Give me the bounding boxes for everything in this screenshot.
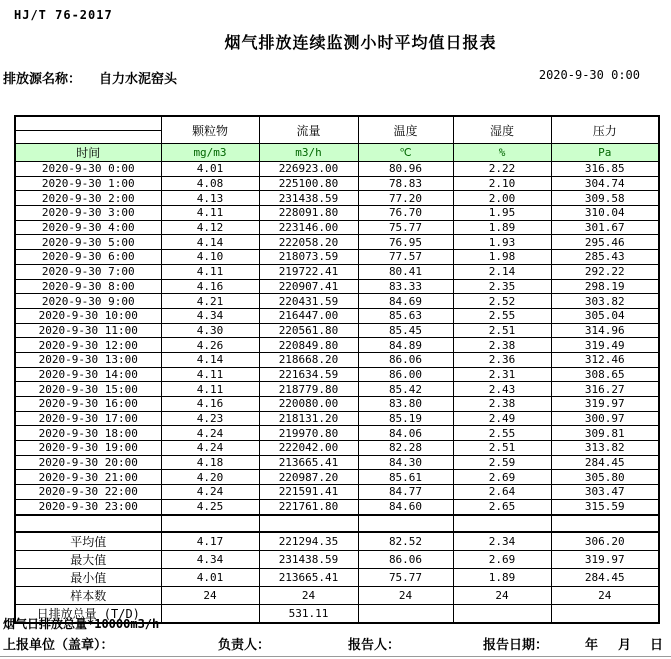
value-cell: 4.14: [161, 352, 259, 367]
value-cell: 4.24: [161, 441, 259, 456]
value-cell: 221591.41: [259, 485, 358, 500]
signature-line: [0, 634, 671, 652]
value-cell: 85.61: [358, 470, 453, 485]
time-cell: 2020-9-30 16:00: [15, 397, 161, 412]
value-cell: 84.30: [358, 455, 453, 470]
value-cell: 314.96: [551, 323, 659, 338]
value-cell: 82.28: [358, 441, 453, 456]
value-cell: 4.23: [161, 411, 259, 426]
value-cell: 220987.20: [259, 470, 358, 485]
summary-value-cell: 4.01: [161, 568, 259, 586]
table-row: [15, 367, 659, 382]
value-cell: 1.89: [453, 220, 551, 235]
flue-gas-total-note: 烟气日排放总量*10000m3/h: [3, 617, 160, 631]
value-cell: 218131.20: [259, 411, 358, 426]
report-timestamp: 2020-9-30 0:00: [538, 68, 640, 82]
hourly-data-body: [15, 162, 659, 515]
value-cell: 1.95: [453, 206, 551, 221]
header-empty-cell-top: [15, 116, 161, 131]
unit-flow: m3/h: [259, 144, 358, 162]
value-cell: 221634.59: [259, 367, 358, 382]
value-cell: 75.77: [358, 220, 453, 235]
value-cell: 4.16: [161, 279, 259, 294]
value-cell: 77.57: [358, 250, 453, 265]
value-cell: 85.63: [358, 308, 453, 323]
emission-source-name: 自力水泥窑头: [99, 72, 178, 87]
separator-row: [15, 515, 659, 532]
value-cell: 4.34: [161, 308, 259, 323]
value-cell: 84.89: [358, 338, 453, 353]
value-cell: 4.01: [161, 162, 259, 177]
value-cell: 78.83: [358, 176, 453, 191]
value-cell: 2.43: [453, 382, 551, 397]
table-row: [15, 323, 659, 338]
emission-source-label: 排放源名称：: [3, 72, 82, 87]
value-cell: 84.06: [358, 426, 453, 441]
emission-source-line: [3, 68, 177, 87]
time-cell: 2020-9-30 2:00: [15, 191, 161, 206]
value-cell: 304.74: [551, 176, 659, 191]
value-cell: 4.11: [161, 367, 259, 382]
value-cell: 219970.80: [259, 426, 358, 441]
value-cell: 309.58: [551, 191, 659, 206]
table-row: [15, 176, 659, 191]
table-row: [15, 397, 659, 412]
table-row: [15, 294, 659, 309]
value-cell: 319.97: [551, 397, 659, 412]
value-cell: 220080.00: [259, 397, 358, 412]
time-cell: 2020-9-30 21:00: [15, 470, 161, 485]
time-cell: 2020-9-30 1:00: [15, 176, 161, 191]
summary-value-cell: 2.69: [453, 550, 551, 568]
value-cell: 310.04: [551, 206, 659, 221]
value-cell: 2.59: [453, 455, 551, 470]
value-cell: 4.13: [161, 191, 259, 206]
time-cell: 2020-9-30 13:00: [15, 352, 161, 367]
value-cell: 220431.59: [259, 294, 358, 309]
value-cell: 316.27: [551, 382, 659, 397]
value-cell: 76.95: [358, 235, 453, 250]
value-cell: 1.93: [453, 235, 551, 250]
unit-pressure: Pa: [551, 144, 659, 162]
value-cell: 231438.59: [259, 191, 358, 206]
value-cell: 303.47: [551, 485, 659, 500]
value-cell: 2.65: [453, 499, 551, 514]
time-cell: 2020-9-30 10:00: [15, 308, 161, 323]
value-cell: 85.45: [358, 323, 453, 338]
value-cell: 220849.80: [259, 338, 358, 353]
value-cell: 2.10: [453, 176, 551, 191]
summary-value-cell: 2.34: [453, 532, 551, 551]
value-cell: 216447.00: [259, 308, 358, 323]
value-cell: 85.19: [358, 411, 453, 426]
unit-particulate: mg/m3: [161, 144, 259, 162]
value-cell: 2.22: [453, 162, 551, 177]
time-cell: 2020-9-30 23:00: [15, 499, 161, 514]
table-row: [15, 220, 659, 235]
value-cell: 319.49: [551, 338, 659, 353]
table-row: [15, 352, 659, 367]
table-row: [15, 264, 659, 279]
value-cell: 315.59: [551, 499, 659, 514]
value-cell: 2.55: [453, 426, 551, 441]
value-cell: 225100.80: [259, 176, 358, 191]
value-cell: 309.81: [551, 426, 659, 441]
time-cell: 2020-9-30 7:00: [15, 264, 161, 279]
time-cell: 2020-9-30 18:00: [15, 426, 161, 441]
day-label: 日: [650, 638, 664, 653]
value-cell: 4.11: [161, 382, 259, 397]
column-header-pressure: 压力: [551, 116, 659, 144]
value-cell: 284.45: [551, 455, 659, 470]
bottom-rule: [0, 656, 671, 657]
summary-value-cell: 75.77: [358, 568, 453, 586]
value-cell: 4.16: [161, 397, 259, 412]
time-cell: 2020-9-30 17:00: [15, 411, 161, 426]
table-row: [15, 235, 659, 250]
value-cell: 292.22: [551, 264, 659, 279]
value-cell: 1.98: [453, 250, 551, 265]
value-cell: 80.96: [358, 162, 453, 177]
value-cell: 77.20: [358, 191, 453, 206]
summary-label: 样本数: [15, 586, 161, 604]
column-header-humidity: 湿度: [453, 116, 551, 144]
time-cell: 2020-9-30 8:00: [15, 279, 161, 294]
unit-humidity: %: [453, 144, 551, 162]
value-cell: 84.77: [358, 485, 453, 500]
value-cell: 4.21: [161, 294, 259, 309]
time-cell: 2020-9-30 22:00: [15, 485, 161, 500]
summary-value-cell: 82.52: [358, 532, 453, 551]
column-header-particulate: 颗粒物: [161, 116, 259, 144]
value-cell: 76.70: [358, 206, 453, 221]
table-row: [15, 485, 659, 500]
value-cell: 298.19: [551, 279, 659, 294]
value-cell: 222058.20: [259, 235, 358, 250]
value-cell: 221761.80: [259, 499, 358, 514]
summary-value-cell: 213665.41: [259, 568, 358, 586]
summary-value-cell: 86.06: [358, 550, 453, 568]
table-row: [15, 162, 659, 177]
value-cell: 228091.80: [259, 206, 358, 221]
value-cell: 2.55: [453, 308, 551, 323]
unit-row: [15, 144, 659, 162]
standard-number: HJ/T 76-2017: [14, 8, 113, 22]
summary-value-cell: [453, 604, 551, 623]
summary-label: 日排放总量 (T/D): [15, 604, 161, 623]
value-cell: 4.25: [161, 499, 259, 514]
value-cell: 2.36: [453, 352, 551, 367]
value-cell: 86.00: [358, 367, 453, 382]
value-cell: 4.12: [161, 220, 259, 235]
table-row: [15, 455, 659, 470]
value-cell: 86.06: [358, 352, 453, 367]
table-row: [15, 308, 659, 323]
time-cell: 2020-9-30 12:00: [15, 338, 161, 353]
manager-label: 负责人：: [218, 638, 271, 653]
value-cell: 316.85: [551, 162, 659, 177]
value-cell: 218073.59: [259, 250, 358, 265]
time-cell: 2020-9-30 9:00: [15, 294, 161, 309]
summary-value-cell: 284.45: [551, 568, 659, 586]
report-date-label: 报告日期：: [483, 638, 549, 653]
column-header-flow: 流量: [259, 116, 358, 144]
value-cell: 312.46: [551, 352, 659, 367]
time-cell: 2020-9-30 4:00: [15, 220, 161, 235]
summary-value-cell: 24: [259, 586, 358, 604]
summary-row: [15, 532, 659, 551]
value-cell: 4.18: [161, 455, 259, 470]
summary-value-cell: [358, 604, 453, 623]
table-row: [15, 250, 659, 265]
summary-value-cell: 4.17: [161, 532, 259, 551]
value-cell: 303.82: [551, 294, 659, 309]
value-cell: 4.20: [161, 470, 259, 485]
table-row: [15, 382, 659, 397]
value-cell: 308.65: [551, 367, 659, 382]
value-cell: 295.46: [551, 235, 659, 250]
summary-label: 最大值: [15, 550, 161, 568]
value-cell: 83.33: [358, 279, 453, 294]
summary-row: [15, 568, 659, 586]
time-cell: 2020-9-30 19:00: [15, 441, 161, 456]
value-cell: 2.69: [453, 470, 551, 485]
value-cell: 84.60: [358, 499, 453, 514]
summary-value-cell: 24: [453, 586, 551, 604]
value-cell: 2.51: [453, 323, 551, 338]
value-cell: 2.51: [453, 441, 551, 456]
summary-value-cell: [161, 604, 259, 623]
value-cell: 301.67: [551, 220, 659, 235]
table-row: [15, 191, 659, 206]
value-cell: 305.80: [551, 470, 659, 485]
time-cell: 2020-9-30 3:00: [15, 206, 161, 221]
value-cell: 4.11: [161, 264, 259, 279]
summary-value-cell: 1.89: [453, 568, 551, 586]
summary-body: [15, 532, 659, 623]
column-header-temperature: 温度: [358, 116, 453, 144]
time-cell: 2020-9-30 5:00: [15, 235, 161, 250]
report-title: 烟气排放连续监测小时平均值日报表: [224, 33, 497, 52]
value-cell: 220561.80: [259, 323, 358, 338]
value-cell: 2.52: [453, 294, 551, 309]
value-cell: 4.24: [161, 485, 259, 500]
table-row: [15, 279, 659, 294]
summary-value-cell: 221294.35: [259, 532, 358, 551]
time-cell: 2020-9-30 11:00: [15, 323, 161, 338]
reporting-unit-label: 上报单位（盖章）：: [3, 638, 114, 653]
value-cell: 300.97: [551, 411, 659, 426]
value-cell: 4.10: [161, 250, 259, 265]
summary-value-cell: 306.20: [551, 532, 659, 551]
table-row: [15, 499, 659, 514]
value-cell: 4.11: [161, 206, 259, 221]
table-row: [15, 470, 659, 485]
table-header-body: [15, 116, 659, 162]
value-cell: 2.31: [453, 367, 551, 382]
value-cell: 213665.41: [259, 455, 358, 470]
summary-value-cell: [551, 604, 659, 623]
table-row: [15, 441, 659, 456]
value-cell: 313.82: [551, 441, 659, 456]
summary-value-cell: 24: [161, 586, 259, 604]
value-cell: 2.49: [453, 411, 551, 426]
monitoring-data-table: [14, 115, 660, 624]
value-cell: 4.14: [161, 235, 259, 250]
value-cell: 305.04: [551, 308, 659, 323]
table-row: [15, 338, 659, 353]
summary-row: [15, 586, 659, 604]
value-cell: 2.38: [453, 397, 551, 412]
reporter-label: 报告人：: [348, 638, 401, 653]
header-row: [15, 116, 659, 131]
summary-value-cell: 4.34: [161, 550, 259, 568]
time-cell: 2020-9-30 15:00: [15, 382, 161, 397]
summary-label: 最小值: [15, 568, 161, 586]
header-empty-cell-bottom: [15, 131, 161, 144]
value-cell: 4.26: [161, 338, 259, 353]
value-cell: 2.64: [453, 485, 551, 500]
value-cell: 2.14: [453, 264, 551, 279]
value-cell: 83.80: [358, 397, 453, 412]
value-cell: 226923.00: [259, 162, 358, 177]
value-cell: 223146.00: [259, 220, 358, 235]
value-cell: 2.35: [453, 279, 551, 294]
summary-value-cell: 531.11: [259, 604, 358, 623]
summary-value-cell: 319.97: [551, 550, 659, 568]
table-row: [15, 411, 659, 426]
summary-value-cell: 24: [551, 586, 659, 604]
month-label: 月: [618, 638, 632, 653]
value-cell: 220907.41: [259, 279, 358, 294]
value-cell: 285.43: [551, 250, 659, 265]
separator-body: [15, 515, 659, 532]
time-column-header: 时间: [15, 144, 161, 162]
time-cell: 2020-9-30 0:00: [15, 162, 161, 177]
value-cell: 218668.20: [259, 352, 358, 367]
value-cell: 2.00: [453, 191, 551, 206]
value-cell: 84.69: [358, 294, 453, 309]
value-cell: 4.08: [161, 176, 259, 191]
value-cell: 219722.41: [259, 264, 358, 279]
summary-value-cell: 24: [358, 586, 453, 604]
value-cell: 4.30: [161, 323, 259, 338]
summary-row: [15, 550, 659, 568]
value-cell: 85.42: [358, 382, 453, 397]
summary-label: 平均值: [15, 532, 161, 551]
year-label: 年: [585, 638, 599, 653]
value-cell: 218779.80: [259, 382, 358, 397]
table-row: [15, 426, 659, 441]
value-cell: 222042.00: [259, 441, 358, 456]
time-cell: 2020-9-30 20:00: [15, 455, 161, 470]
time-cell: 2020-9-30 14:00: [15, 367, 161, 382]
value-cell: 4.24: [161, 426, 259, 441]
summary-value-cell: 231438.59: [259, 550, 358, 568]
unit-temperature: ℃: [358, 144, 453, 162]
value-cell: 80.41: [358, 264, 453, 279]
value-cell: 2.38: [453, 338, 551, 353]
table-row: [15, 206, 659, 221]
time-cell: 2020-9-30 6:00: [15, 250, 161, 265]
